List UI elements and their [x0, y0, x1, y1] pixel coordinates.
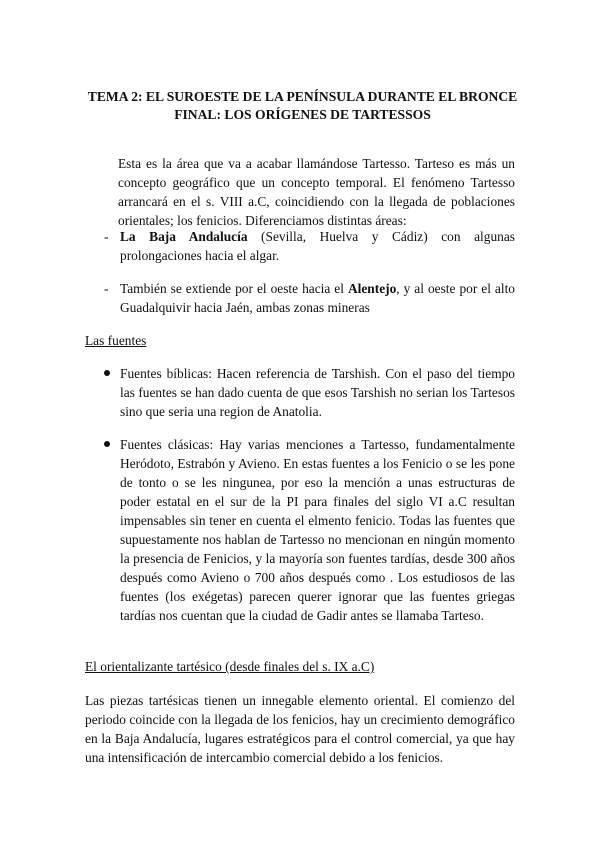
area-bold: La Baja Andalucía [120, 229, 248, 244]
area-text: (Sevilla, Huelva y Cádiz) con algunas prolongaciones hacia el algar. [120, 229, 515, 263]
section-heading-sources: Las fuentes [85, 333, 147, 348]
document-title [80, 88, 525, 124]
bullet-icon [104, 441, 110, 447]
dash-marker: - [104, 281, 109, 296]
intro-paragraph: Esta es la área que va a acabar llamándose Tartesso. Tarteso es más un concepto geográfico que un concepto temporal. El fenómeno Tartesso arrancará en el s. VIII a.C, coincidiendo con la llegada de poblaciones orientales; los fenicios. Diferenciamos distintas áreas: [118, 156, 515, 228]
area-text: También se extiende por el oeste hacia el [120, 281, 348, 296]
section-heading-orientalizing: El orientalizante tartésico (desde finales del s. IX a.C) [85, 659, 375, 674]
title-line-1: TEMA 2: EL SUROESTE DE LA PENÍNSULA DURANTE EL BRONCE [87, 89, 518, 104]
source-item: Fuentes clásicas: Hay varias menciones a Tartesso, fundamentalmente Heródoto, Estrabón y Avieno. En estas fuentes a los Fenicio o se les pone de tonto o se les ningunea, por eso la mención a unas estructuras de poder estatal en el sur de la PI para finales del siglo VI a.C resultan impensables sin tener en cuenta el elmento fenicio. Todas las fuentes que supuestamente nos hablan de Tartesso no mencionan en ningún momento la presencia de Fenicios, y la mayoría son fuentes tardías, desde 300 años después como Avieno o 700 años después como . Los estudiosos de las fuentes (los exégetas) parecen querer ignorar que las fuentes griegas tardías nos cuentan que la ciudad de Gadir antes se llamaba Tarteso. [120, 437, 515, 623]
dash-marker: - [104, 229, 109, 244]
area-item [120, 279, 515, 317]
area-item [120, 227, 515, 265]
area-bold: Alentejo [347, 281, 397, 296]
area-text: , y al oeste por el alto Guadalquivir hacia Jaén, ambas zonas mineras [120, 281, 515, 315]
source-item: Fuentes bíblicas: Hacen referencia de Tarshish. Con el paso del tiempo las fuentes se han dado cuenta de que esos Tarshish no serian los Tartesos sino que seria una region de Anatolia. [120, 366, 515, 419]
bullet-icon [104, 370, 110, 376]
title-line-2: FINAL: LOS ORÍGENES DE TARTESSOS [174, 107, 431, 122]
orientalizing-paragraph: Las piezas tartésicas tienen un innegable elemento oriental. El comienzo del periodo coincide con la llegada de los fenicios, hay un crecimiento demográfico en la Baja Andalucía, lugares estratégicos para el control comercial, ya que hay una intensificación de intercambio comercial debido a los fenicios. [85, 693, 515, 765]
